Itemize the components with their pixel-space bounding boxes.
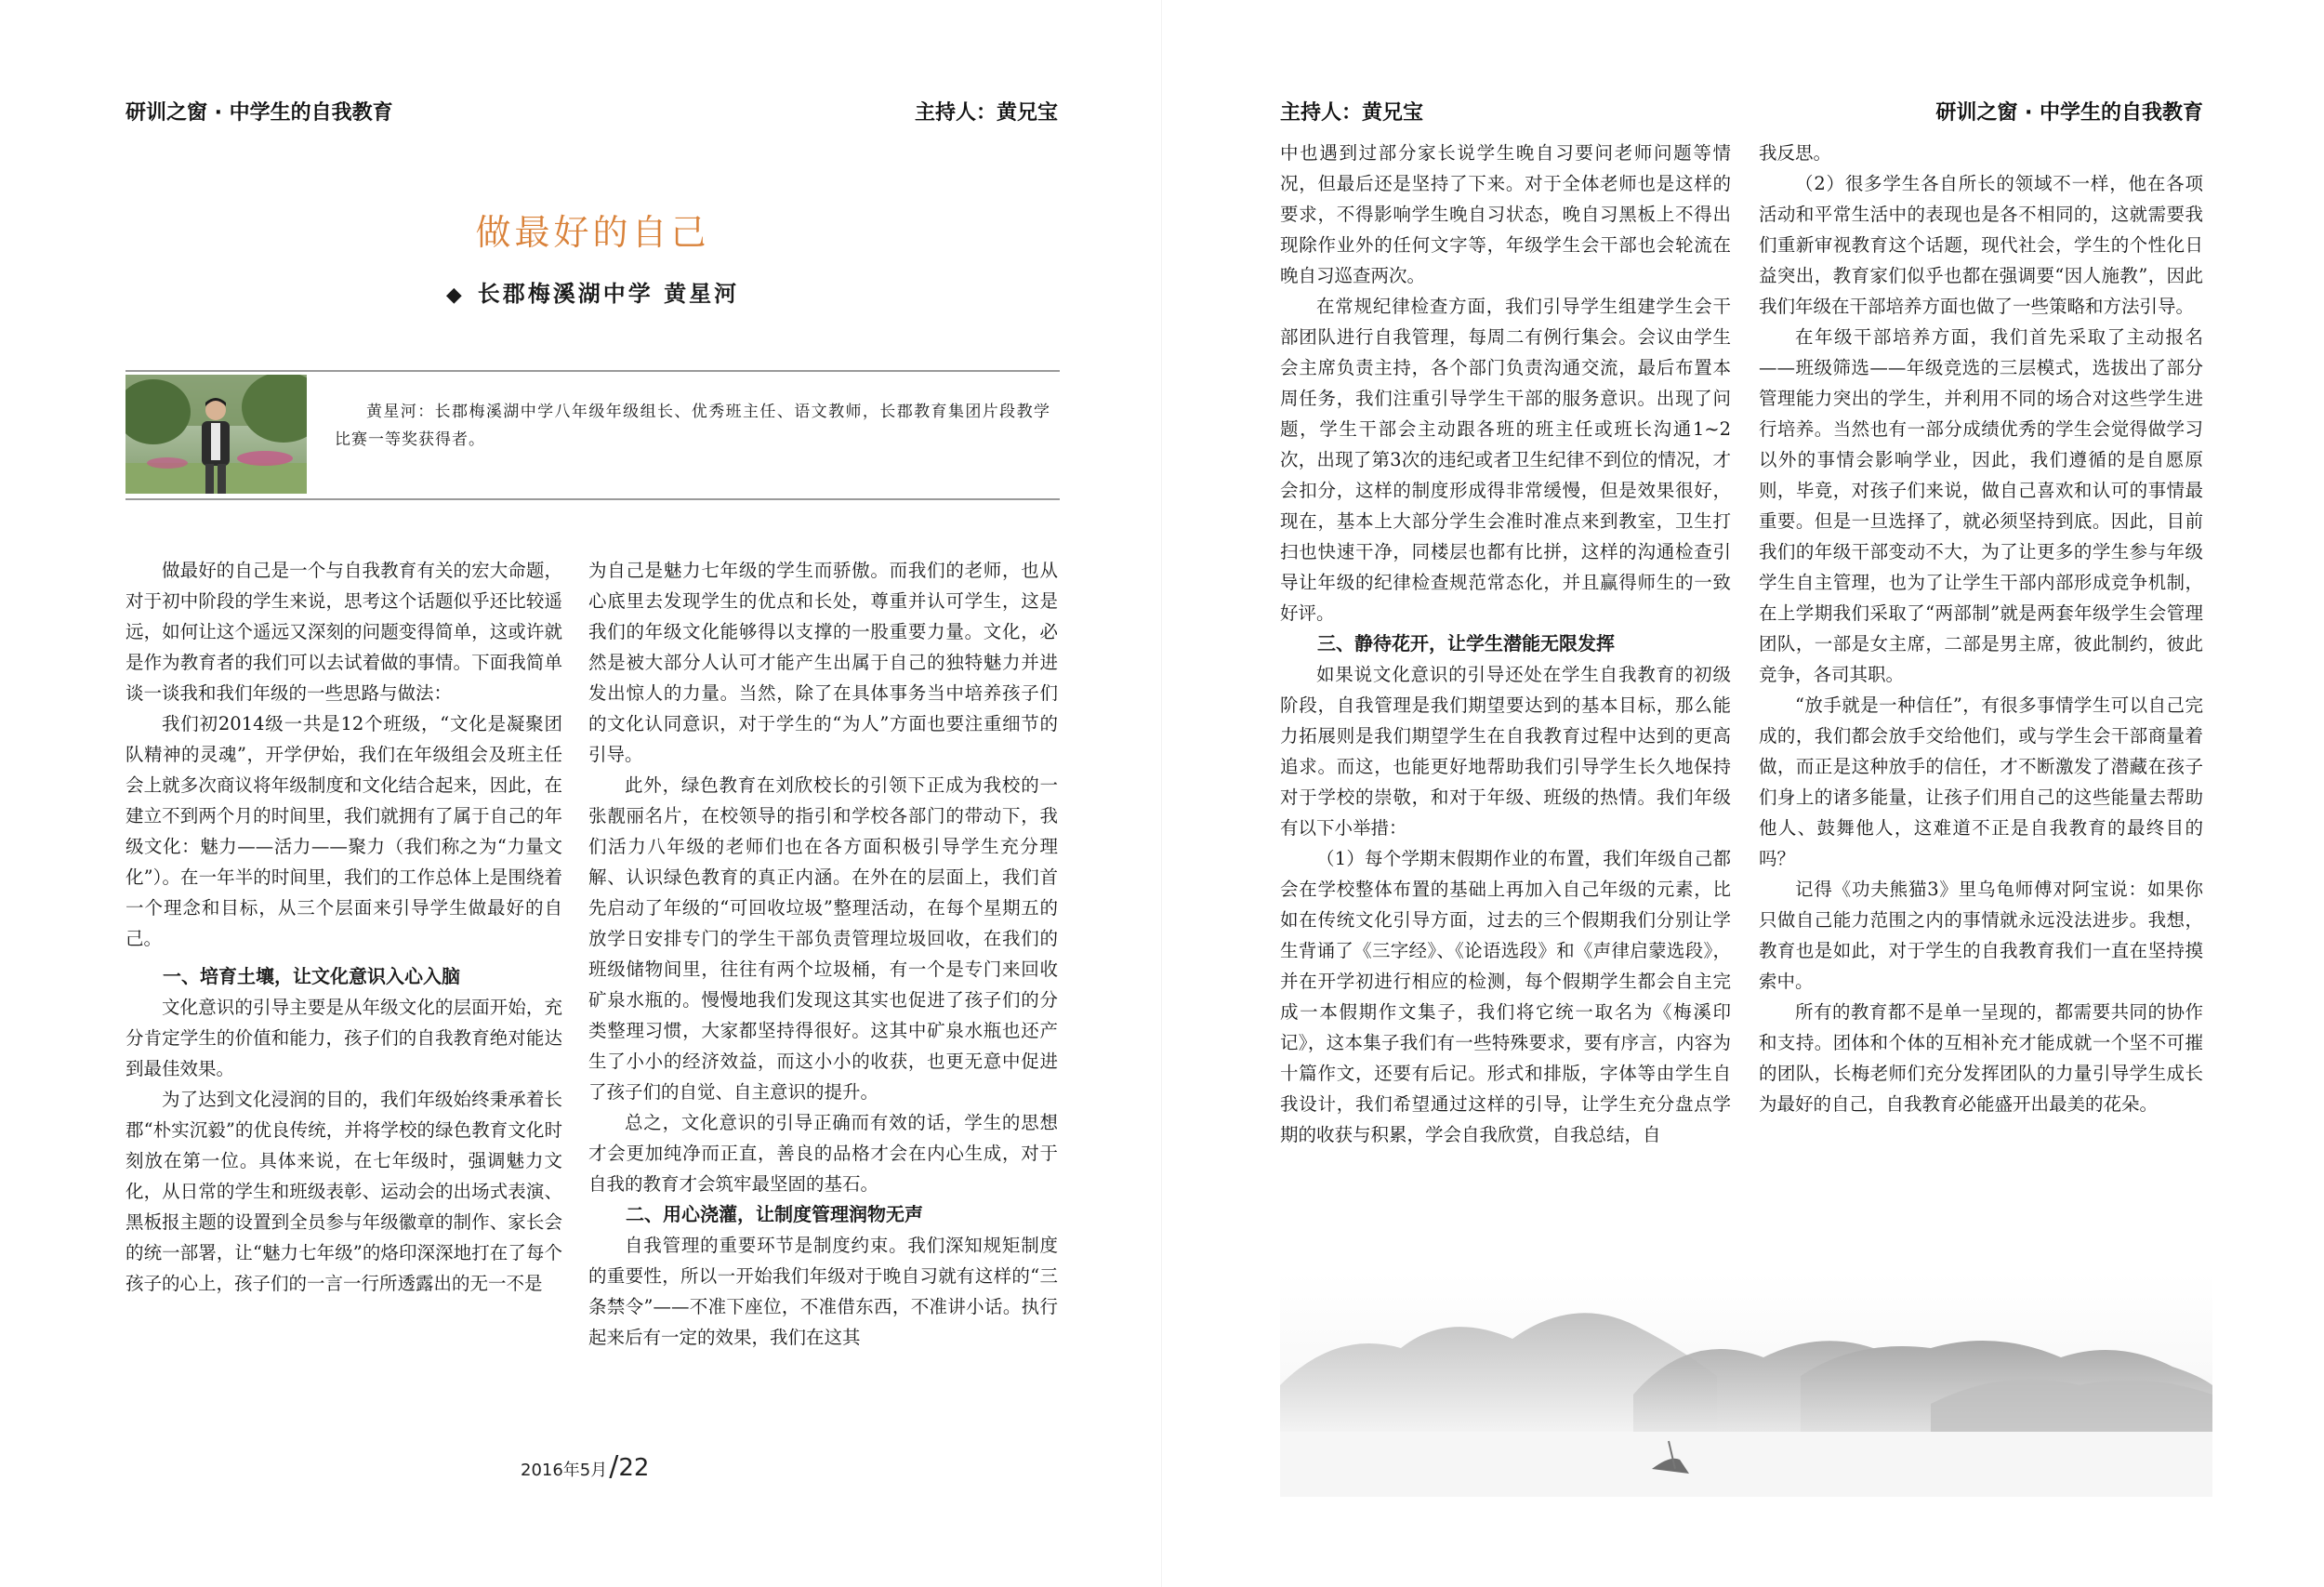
paragraph: 自我管理的重要环节是制度约束。我们深知规矩制度的重要性，所以一开始我们年级对于晚自习就有这样的“三条禁令”——不准下座位，不准借东西，不准讲小话。执行起来后有一定的效果，我们在这其 [588, 1235, 1058, 1348]
bio-bottom-rule [125, 498, 1060, 500]
paragraph: 总之，文化意识的引导正确而有效的话，学生的思想才会更加纯净而正直，善良的品格才会在内心生成，对于自我的教育才会筑牢最坚固的基石。 [588, 1112, 1058, 1195]
paragraph: 中也遇到过部分家长说学生晚自习要问老师问题等情况，但最后还是坚持了下来。对于全体老师也是这样的要求，不得影响学生晚自习状态，晚自习黑板上不得出现除作业外的任何文字等，年级学生会干部也会轮流在晚自习巡查两次。 [1280, 142, 1731, 286]
paragraph: 文化意识的引导主要是从年级文化的层面开始，充分肯定学生的价值和能力，孩子们的自我教育绝对能达到最佳效果。 [125, 997, 562, 1079]
right-column-1 [1280, 138, 1731, 1150]
paragraph: 在年级干部培养方面，我们首先采取了主动报名——班级筛选——年级竞选的三层模式，选拔出了部分管理能力突出的学生，并利用不同的场合对这些学生进行培养。当然也有一部分成绩优秀的学生会觉得做学习以外的事情会影响学业，因此，我们遵循的是自愿原则，毕竟，对孩子们来说，做自己喜欢和认可的事情最重要。但是一旦选择了，就必须坚持到底。因此，目前我们的年级干部变动不大，为了让更多的学生参与年级学生自主管理，也为了让学生干部内部形成竞争机制，在上学期我们采取了“两部制”就是两套年级学生会管理团队，一部是女主席，二部是男主席，彼此制约，彼此竞争，各司其职。 [1759, 326, 2203, 685]
paragraph: 所有的教育都不是单一呈现的，都需要共同的协作和支持。团体和个体的互相补充才能成就一个坚不可摧的团队，长梅老师们充分发挥团队的力量引导学生成长为最好的自己，自我教育必能盛开出最美的花朵。 [1759, 1001, 2203, 1115]
right-column-2 [1759, 138, 2203, 1119]
paragraph: 做最好的自己是一个与自我教育有关的宏大命题，对于初中阶段的学生来说，思考这个话题似乎还比较遥远，如何让这个遥远又深刻的问题变得简单，这或许就是作为教育者的我们可以去试着做的事情。下面我简单谈一谈我和我们年级的一些思路与做法： [125, 560, 562, 704]
bio-top-rule [125, 370, 1060, 372]
ink-landscape-illustration [1280, 1274, 2212, 1497]
left-column-2 [588, 555, 1058, 1353]
paragraph: “放手就是一种信任”，有很多事情学生可以自己完成的，我们都会放手交给他们，或与学生会干部商量着做，而正是这种放手的信任，才不断激发了潜藏在孩子们身上的诸多能量，让孩子们用自己的这些能量去帮助他人、鼓舞他人，这难道不正是自我教育的最终目的吗？ [1759, 694, 2203, 869]
paragraph: 为了达到文化浸润的目的，我们年级始终秉承着长郡“朴实沉毅”的优良传统，并将学校的绿色教育文化时刻放在第一位。具体来说，在七年级时，强调魅力文化，从日常的学生和班级表彰、运动会的出场式表演、黑板报主题的设置到全员参与年级徽章的制作、家长会的统一部署，让“魅力七年级”的烙印深深地打在了每个孩子的心上，孩子们的一言一行所透露出的无一不是 [125, 1089, 562, 1294]
left-header-column: 研训之窗 · 中学生的自我教育 [125, 101, 393, 125]
left-header-host: 主持人：黄兄宝 [914, 101, 1058, 125]
paragraph: 我反思。 [1759, 142, 1832, 164]
right-header-column: 研训之窗 · 中学生的自我教育 [1935, 101, 2203, 125]
footer-date: 2016年5月 [521, 1461, 608, 1480]
paragraph: 我们初2014级一共是12个班级，“文化是凝聚团队精神的灵魂”，开学伊始，我们在年级组会及班主任会上就多次商议将年级制度和文化结合起来，因此，在建立不到两个月的时间里，我们就拥有了属于自己的年级文化：魅力——活力——聚力（我们称之为“力量文化”）。在一年半的时间里，我们的工作总体上是围绕着一个理念和目标，从三个层面来引导学生做最好的自己。 [125, 713, 562, 949]
paragraph: （2）很多学生各自所长的领域不一样，他在各项活动和平常生活中的表现也是各不相同的，这就需要我们重新审视教育这个话题，现代社会，学生的个性化日益突出，教育家们似乎也都在强调要“因人施教”，因此我们年级在干部培养方面也做了一些策略和方法引导。 [1759, 173, 2203, 317]
article-title: 做最好的自己 [475, 212, 710, 253]
page-number: 22 [618, 1454, 650, 1482]
article-byline [125, 275, 1060, 313]
paragraph: 如果说文化意识的引导还处在学生自我教育的初级阶段，自我管理是我们期望要达到的基本目标，那么能力拓展则是我们期望学生在自我教育过程中达到的更高追求。而这，也能更好地帮助我们引导学生长久地保持对于学校的崇敬，和对于年级、班级的热情。我们年级有以下小举措： [1280, 664, 1731, 839]
footer-slash: / [609, 1450, 619, 1483]
section-heading: 二、用心浇灌，让制度管理润物无声 [626, 1203, 923, 1225]
paragraph: 此外，绿色教育在刘欣校长的引领下正成为我校的一张靓丽名片，在校领导的指引和学校各部门的带动下，我们活力八年级的老师们也在各方面积极引导学生充分理解、认识绿色教育的真正内涵。在外在的层面上，我们首先启动了年级的“可回收垃圾”整理活动，在每个星期五的放学日安排专门的学生干部负责管理垃圾回收，在我们的班级储物间里，往往有两个垃圾桶，有一个是专门来回收矿泉水瓶的。慢慢地我们发现这其实也促进了孩子们的分类整理习惯，大家都坚持得很好。这其中矿泉水瓶也还产生了小小的经济效益，而这小小的收获，也更无意中促进了孩子们的自觉、自主意识的提升。 [588, 774, 1058, 1103]
section-heading: 三、静待花开，让学生潜能无限发挥 [1317, 632, 1615, 655]
paragraph: 记得《功夫熊猫3》里乌龟师傅对阿宝说：如果你只做自己能力范围之内的事情就永远没法进步。我想，教育也是如此，对于学生的自我教育我们一直在坚持摸索中。 [1759, 879, 2203, 992]
left-page-footer [521, 1450, 649, 1483]
author-bio: 黄星河：长郡梅溪湖中学八年级年级组长、优秀班主任、语文教师，长郡教育集团片段教学比赛一等奖获得者。 [335, 403, 1050, 449]
left-column-1 [125, 555, 562, 1299]
paragraph: （1）每个学期末假期作业的布置，我们年级自己都会在学校整体布置的基础上再加入自己年级的元素，比如在传统文化引导方面，过去的三个假期我们分别让学生背诵了《三字经》、《论语选段》和《声律启蒙选段》，并在开学初进行相应的检测，每个假期学生都会自主完成一本假期作文集子，我们将它统一取名为《梅溪印记》，这本集子我们有一些特殊要求，要有序言，内容为十篇作文，还要有后记。形式和排版，字体等由学生自我设计，我们希望通过这样的引导，让学生充分盘点学期的收获与积累，学会自我欣赏，自我总结，自 [1280, 848, 1731, 1145]
byline-text: 长郡梅溪湖中学 黄星河 [477, 280, 740, 307]
section-heading: 一、培育土壤，让文化意识入心入脑 [163, 965, 460, 987]
paragraph: 为自己是魅力七年级的学生而骄傲。而我们的老师，也从心底里去发现学生的优点和长处，尊重并认可学生，这是我们的年级文化能够得以支撑的一股重要力量。文化，必然是被大部分人认可才能产生出属于自己的独特魅力并进发出惊人的力量。当然，除了在具体事务当中培养孩子们的文化认同意识，对于学生的“为人”方面也要注重细节的引导。 [588, 560, 1058, 765]
author-photo [125, 375, 307, 494]
right-header-host: 主持人：黄兄宝 [1280, 101, 1424, 125]
diamond-bullet-icon: ◆ [445, 283, 465, 307]
paragraph: 在常规纪律检查方面，我们引导学生组建学生会干部团队进行自我管理，每周二有例行集会。会议由学生会主席负责主持，各个部门负责沟通交流，最后布置本周任务，我们注重引导学生干部的服务意识。出现了问题，学生干部会主动跟各班的班主任或班长沟通1~2次，出现了第3次的违纪或者卫生纪律不到位的情况，才会扣分，这样的制度形成得非常缓慢，但是效果很好，现在，基本上大部分学生会准时准点来到教室，卫生打扫也快速干净，同楼层也都有比拼，这样的沟通检查引导让年级的纪律检查规范常态化，并且赢得师生的一致好评。 [1280, 296, 1731, 624]
